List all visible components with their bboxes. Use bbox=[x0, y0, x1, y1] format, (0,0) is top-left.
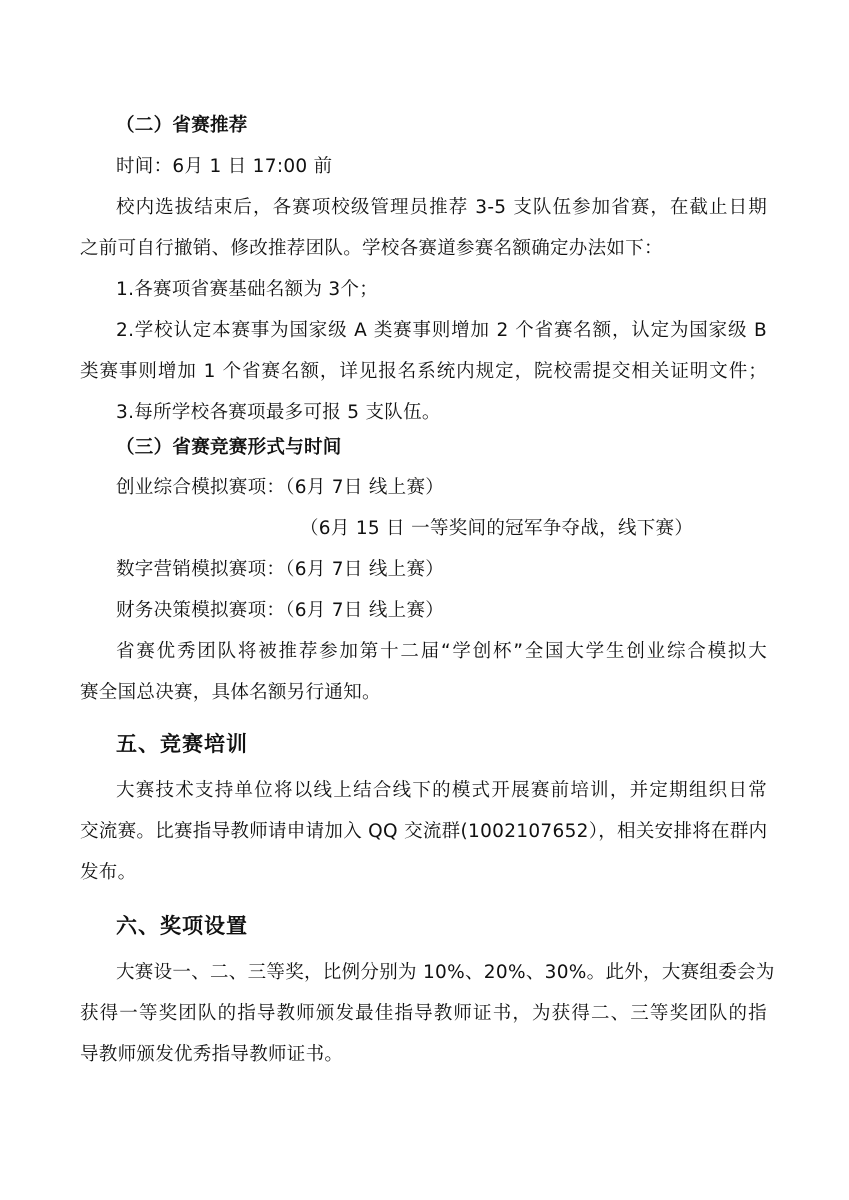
quota-rule-3: 3.每所学校各赛项最多可报 5 支队伍。 bbox=[116, 402, 441, 423]
recommend-deadline: 时间：6月 1 日 17:00 前 bbox=[116, 156, 333, 177]
schedule-entrepreneurship-final: （6月 15 日 一等奖间的冠军争夺战，线下赛） bbox=[300, 518, 694, 539]
section-heading-awards: 六、奖项设置 bbox=[116, 914, 248, 938]
awards-paragraph-line-1: 大赛设一、二、三等奖，比例分别为 10%、20%、30%。此外，大赛组委会为 bbox=[116, 962, 775, 983]
subsection-heading-province-recommend: （二）省赛推荐 bbox=[116, 115, 248, 136]
training-paragraph-line-1: 大赛技术支持单位将以线上结合线下的模式开展赛前培训，并定期组织日常 bbox=[116, 780, 767, 801]
national-final-note-line-2: 赛全国总决赛，具体名额另行通知。 bbox=[80, 682, 381, 703]
awards-paragraph-line-2: 获得一等奖团队的指导教师颁发最佳指导教师证书，为获得二、三等奖团队的指 bbox=[80, 1003, 767, 1024]
schedule-entrepreneurship: 创业综合模拟赛项：（6月 7日 线上赛） bbox=[116, 477, 445, 498]
training-paragraph-line-2: 交流赛。比赛指导教师请申请加入 QQ 交流群(1002107652），相关安排将在群内 bbox=[80, 821, 768, 842]
awards-paragraph-line-3: 导教师颁发优秀指导教师证书。 bbox=[80, 1044, 344, 1065]
quota-rule-2-line-2: 类赛事则增加 1 个省赛名额，详见报名系统内规定，院校需提交相关证明文件； bbox=[80, 361, 767, 382]
quota-rule-2-line-1: 2.学校认定本赛事为国家级 A 类赛事则增加 2 个省赛名额，认定为国家级 B bbox=[116, 320, 767, 341]
subsection-heading-province-format: （三）省赛竞赛形式与时间 bbox=[116, 437, 342, 458]
training-paragraph-line-3: 发布。 bbox=[80, 862, 137, 883]
recommend-paragraph-line-2: 之前可自行撤销、修改推荐团队。学校各赛道参赛名额确定办法如下： bbox=[80, 238, 663, 259]
recommend-paragraph-line-1: 校内选拔结束后，各赛项校级管理员推荐 3-5 支队伍参加省赛，在截止日期 bbox=[116, 197, 767, 218]
quota-rule-1: 1.各赛项省赛基础名额为 3个； bbox=[116, 279, 379, 300]
section-heading-training: 五、竞赛培训 bbox=[116, 732, 248, 756]
schedule-digital-marketing: 数字营销模拟赛项：（6月 7日 线上赛） bbox=[116, 559, 445, 580]
schedule-finance-decision: 财务决策模拟赛项：（6月 7日 线上赛） bbox=[116, 600, 445, 621]
national-final-note-line-1: 省赛优秀团队将被推荐参加第十二届“学创杯”全国大学生创业综合模拟大 bbox=[116, 641, 767, 662]
